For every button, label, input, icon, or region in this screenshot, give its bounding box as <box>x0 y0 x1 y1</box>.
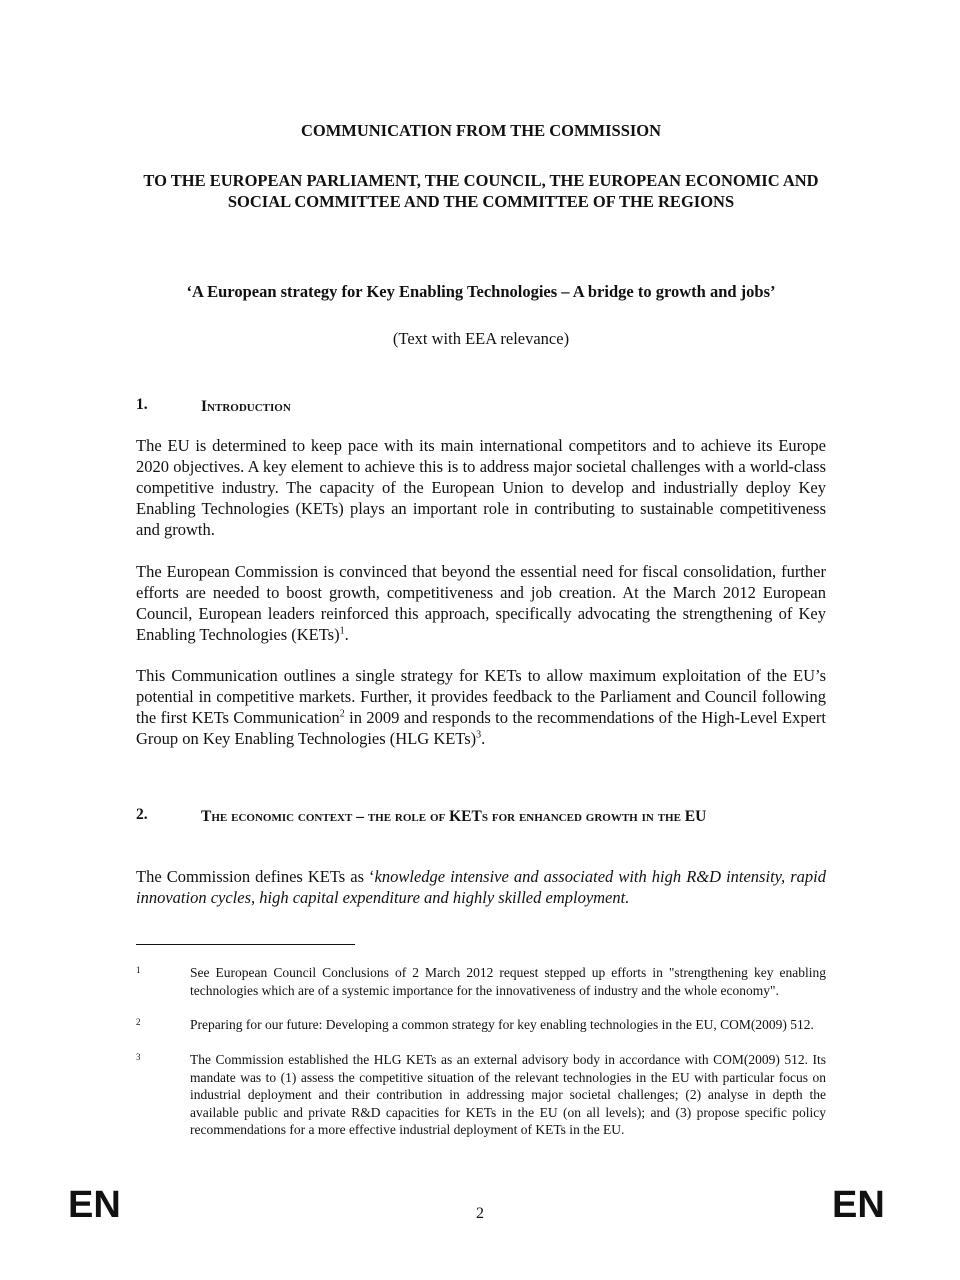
paragraph: The EU is determined to keep pace with its main international competitors and to achieve its Europe 2020 objectives. A key element to achieve this is to address major societal challenges with a world-class competitive industry. The capacity of the European Union to develop and industrially deploy Key Enabling Technologies (KETs) plays an important role in contributing to sustainable competitiveness and growth. <box>136 436 826 539</box>
paragraph-text: in 2009 and responds to the recommendations of the High-Level Expert Group on Key Enabling Technologies (HLG KETs) <box>136 708 826 748</box>
footnote-text: The Commission established the HLG KETs as an external advisory body in accordance with COM(2009) 512. Its mandate was to (1) assess the competitive situation of the relevant technologies in the EU with particular focus on industrial deployment and their contribution in addressing major societal challenges; (2) analyse in depth the available public and private R&D capacities for KETs in the EU (on all levels); and (3) propose specific policy recommendations for a more effective industrial deployment of KETs in the EU. <box>190 1052 826 1137</box>
footnote-text: See European Council Conclusions of 2 March 2012 request stepped up efforts in "strengthening key enabling technologies which are of a systemic importance for the innovativeness of industry and the whole economy". <box>190 965 826 998</box>
section-number: 1. <box>136 396 148 413</box>
footnote-ref: 3 <box>476 729 482 741</box>
section-number: 2. <box>136 806 148 823</box>
footnote-mark: 2 <box>136 1017 141 1027</box>
section-heading-1 <box>136 396 826 418</box>
footnote-ref: 1 <box>339 625 345 637</box>
document-subtitle: ‘A European strategy for Key Enabling Technologies – A bridge to growth and jobs’ <box>186 282 776 301</box>
footnote-mark: 1 <box>136 965 141 975</box>
document-title: COMMUNICATION FROM THE COMMISSION <box>300 121 662 140</box>
language-code-left: EN <box>68 1184 121 1226</box>
footnote-mark: 3 <box>136 1052 141 1062</box>
addressees: TO THE EUROPEAN PARLIAMENT, THE COUNCIL, THE EUROPEAN ECONOMIC AND SOCIAL COMMITTEE AND THE COMMITTEE OF THE REGIONS <box>143 171 819 211</box>
footnote-text: Preparing for our future: Developing a common strategy for key enabling technologies in the EU, COM(2009) 512. <box>190 1017 814 1032</box>
language-code-right: EN <box>832 1184 885 1226</box>
section-heading-2 <box>136 806 826 850</box>
section-title: The economic context – the role of KETs for enhanced growth in the EU <box>201 808 707 825</box>
page-number: 2 <box>476 1205 484 1222</box>
paragraph: The European Commission is convinced that beyond the essential need for fiscal consolidation, further efforts are needed to boost growth, competitiveness and job creation. At the March 2012 European Council, European leaders reinforced this approach, specifically advocating the strengthening of Key Enabling Technologies (KETs)$^1$. <box>136 562 826 644</box>
section-title: Introduction <box>201 398 291 415</box>
paragraph-text: This Communication outlines a single strategy for KETs to allow maximum exploitation of the EU’s potential in competitive markets. Further, it provides feedback to the Parliament and Council following the first KETs Communication <box>136 666 826 727</box>
footnote-divider <box>136 944 355 945</box>
paragraph <box>136 866 826 908</box>
paragraph-text: The Commission defines KETs as ‘ <box>136 867 375 886</box>
paragraph: This Communication outlines a single strategy for KETs to allow maximum exploitation of the EU’s potential in competitive markets. Further, it provides feedback to the Parliament and Council following the first KETs Communication$^2$ in 2009 and responds to the recommendations of the High-Level Expert Group on Key Enabling Technologies (HLG KETs)$^3$. <box>136 666 826 748</box>
paragraph-text: The European Commission is convinced that beyond the essential need for fiscal consolidation, further efforts are needed to boost growth, competitiveness and job creation. At the March 2012 European Council, European leaders reinforced this approach, specifically advocating the strengthening of Key Enabling Technologies (KETs) <box>136 562 826 644</box>
eea-relevance-note: (Text with EEA relevance) <box>392 329 570 348</box>
paragraph-quote: knowledge intensive and associated with high R&D intensity, rapid innovation cycles, high capital expenditure and highly skilled employment. <box>136 867 826 907</box>
footnote-ref: 2 <box>339 708 345 720</box>
